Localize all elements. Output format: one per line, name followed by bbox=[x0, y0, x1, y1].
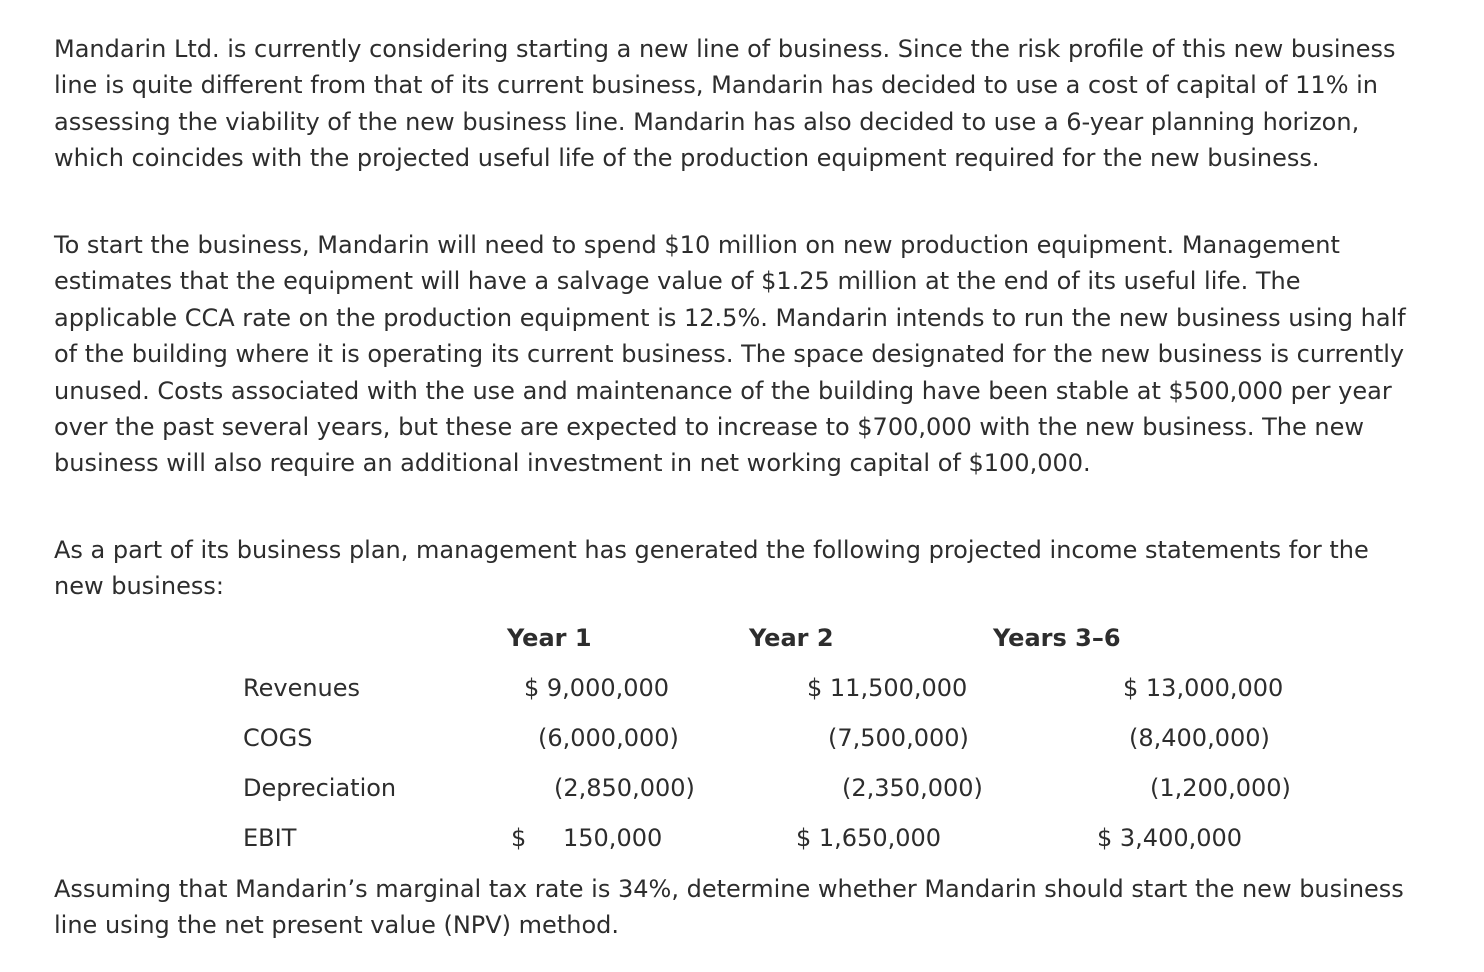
depreciation-year-1: (2,850,000) bbox=[554, 774, 695, 802]
intro-paragraph: Mandarin Ltd. is currently considering starting a new line of business. Since the risk profile of this new business line is quite different from that of its current business, Mandarin has decided to use a cost of capital of 11% in assessing the viability of the new business line. Mandarin has also decided to use a 6-year planning horizon, which coincides with the projected useful life of the production equipment required for the new business. bbox=[54, 35, 1396, 173]
revenues-year-2: $ 11,500,000 bbox=[807, 674, 968, 702]
ebit-years-3-6: $ 3,400,000 bbox=[1097, 824, 1243, 852]
ebit-year-1-currency: $ bbox=[511, 824, 527, 852]
row-label-revenues: Revenues bbox=[243, 674, 361, 702]
table-intro-paragraph: As a part of its business plan, management has generated the following projected income statements for the new business: bbox=[54, 536, 1369, 601]
cogs-year-1: (6,000,000) bbox=[538, 724, 679, 752]
cogs-year-2: (7,500,000) bbox=[828, 724, 969, 752]
revenues-years-3-6: $ 13,000,000 bbox=[1123, 674, 1284, 702]
revenues-year-1: $ 9,000,000 bbox=[524, 674, 670, 702]
business-details-paragraph: To start the business, Mandarin will need to spend $10 million on new production equipment. Management estimates that the equipment will have a salvage value of $1.25 million at the end of its useful life. The applicable CCA rate on the production equipment is 12.5%. Mandarin intends to run the new business using half of the building where it is operating its current business. The space designated for the new business is currently unused. Costs associated with the use and maintenance of the building have been stable at $500,000 per year over the past several years, but these are expected to increase to $700,000 with the new business. The new business will also require an additional investment in net working capital of $100,000. bbox=[54, 231, 1406, 478]
depreciation-year-2: (2,350,000) bbox=[842, 774, 983, 802]
row-label-ebit: EBIT bbox=[243, 824, 297, 852]
ebit-year-1: 150,000 bbox=[563, 824, 663, 852]
header-year-1: Year 1 bbox=[507, 624, 592, 652]
question-paragraph: Assuming that Mandarin’s marginal tax rate is 34%, determine whether Mandarin should start the new business line using the net present value (NPV) method. bbox=[54, 875, 1404, 940]
header-years-3-6: Years 3–6 bbox=[993, 624, 1121, 652]
header-year-2: Year 2 bbox=[749, 624, 834, 652]
ebit-year-2: $ 1,650,000 bbox=[796, 824, 942, 852]
row-label-cogs: COGS bbox=[243, 724, 313, 752]
row-label-depreciation: Depreciation bbox=[243, 774, 397, 802]
depreciation-years-3-6: (1,200,000) bbox=[1150, 774, 1291, 802]
cogs-years-3-6: (8,400,000) bbox=[1129, 724, 1270, 752]
